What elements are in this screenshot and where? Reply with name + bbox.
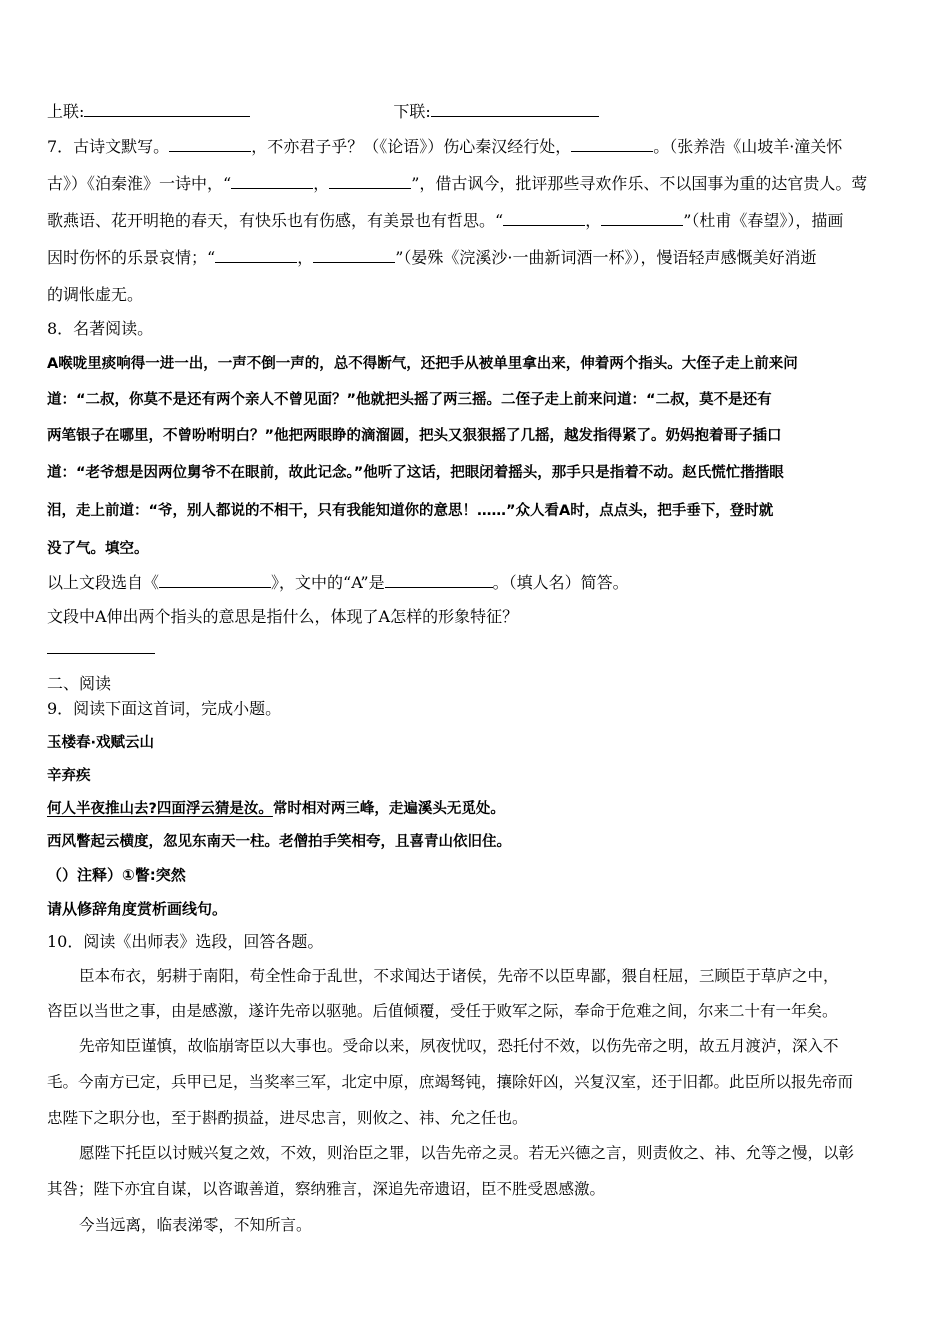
q7-text-6: ”（杜甫《春望》），描画 xyxy=(683,211,844,230)
q7-blank-7[interactable] xyxy=(215,248,297,263)
lower-couplet-label: 下联: xyxy=(393,102,431,121)
q8-passage-line-4: 道：“老爷想是因两位舅爷不在眼前，故此记念。”他听了这话，把眼闭着摇头，那手只是指着不动。赵氏慌忙揩揩眼 xyxy=(47,465,784,481)
q9-poem-line-2: 西风瞥起云横度，忽见东南天一柱。老僧拍手笑相夸，且喜青山依旧住。 xyxy=(47,834,511,850)
q7-text-5: 歌燕语、花开明艳的春天，有快乐也有伤感，有美景也有哲思。“ xyxy=(47,211,504,230)
q7-comma-3: ， xyxy=(297,248,314,267)
q7-line-1 xyxy=(47,136,842,158)
q10-passage-p2-line-2: 毛。今南方已定，兵甲已足，当奖率三军，北定中原，庶竭驽钝，攘除奸凶，兴复汉室，还于旧都。此臣所以报先帝而 xyxy=(47,1073,854,1091)
q10-passage-p2-line-1: 先帝知臣谨慎，故临崩寄臣以大事也。受命以来，夙夜忧叹，恐托付不效，以伤先帝之明，故五月渡泸，深入不 xyxy=(79,1037,839,1055)
q7-comma-2: ， xyxy=(585,211,602,230)
q8-passage-line-1: A喉咙里痰响得一进一出，一声不倒一声的，总不得断气，还把手从被单里拿出来，伸着两个指头。大侄子走上前来问 xyxy=(47,356,798,372)
q9-author: 辛弃疾 xyxy=(47,768,91,784)
q7-blank-3[interactable] xyxy=(231,174,313,189)
q9-poem-title: 玉楼春·戏赋云山 xyxy=(47,735,155,751)
q7-title: 7．古诗文默写。 xyxy=(47,137,170,156)
q8-name-blank[interactable] xyxy=(385,573,493,588)
q9-poem-line-1 xyxy=(47,798,505,820)
q8-fill-text-2: 》，文中的“A”是 xyxy=(271,573,385,592)
q7-comma-1: ， xyxy=(313,174,330,193)
q7-blank-1[interactable] xyxy=(169,137,251,152)
q9-underlined-line: 何人半夜推山去?四面浮云猜是汝。 xyxy=(47,801,273,817)
q8-passage-line-6: 没了气。填空。 xyxy=(47,541,149,557)
q7-text-2: 。（张养浩《山坡羊·潼关怀 xyxy=(653,137,843,156)
q7-line-5 xyxy=(47,284,143,306)
q8-passage-line-2: 道：“二叔，你莫不是还有两个亲人不曾见面？”他就把头摇了两三摇。二侄子走上前来问道：“二叔，莫不是还有 xyxy=(47,392,772,408)
lower-couplet-blank[interactable] xyxy=(431,102,599,117)
q8-passage-line-5: 泪，走上前道：“爷，别人都说的不相干，只有我能知道你的意思！……”众人看A时，点点头，把手垂下，登时就 xyxy=(47,503,774,519)
q10-passage-p1-line-1: 臣本布衣，躬耕于南阳，苟全性命于乱世，不求闻达于诸侯，先帝不以臣卑鄙，猥自枉屈，三顾臣于草庐之中， xyxy=(79,967,839,985)
q8-fill-text-1: 以上文段选自《 xyxy=(47,573,160,592)
upper-couplet-blank[interactable] xyxy=(84,102,250,117)
q8-fill-text-3: 。（填人名）简答。 xyxy=(492,573,629,592)
q9-question: 请从修辞角度赏析画线句。 xyxy=(47,900,228,918)
q7-blank-8[interactable] xyxy=(313,248,395,263)
q10-passage-p2-line-3: 忠陛下之职分也，至于斟酌损益，进尽忠言，则攸之、祎、允之任也。 xyxy=(47,1109,528,1127)
q10-title: 10．阅读《出师表》选段，回答各题。 xyxy=(47,932,324,951)
q7-blank-4[interactable] xyxy=(329,174,411,189)
q8-question: 文段中A伸出两个指头的意思是指什么，体现了A怎样的形象特征？ xyxy=(47,607,519,626)
q9-note: （）注释）①瞥:突然 xyxy=(47,866,186,884)
couplet-answer-line xyxy=(47,101,599,123)
q10-passage-p3-line-1: 愿陛下托臣以讨贼兴复之效，不效，则治臣之罪，以告先帝之灵。若无兴德之言，则责攸之、祎、允等之慢，以彰 xyxy=(79,1144,855,1162)
q8-passage-line-3: 两笔银子在哪里，不曾吩咐明白？”他把两眼睁的滴溜圆，把头又狠狠摇了几摇，越发指得紧了。奶妈抱着哥子插口 xyxy=(47,428,782,444)
q7-line-4 xyxy=(47,247,816,269)
section-2-title: 二、阅读 xyxy=(47,674,112,693)
q7-text-3: 古》）《泊秦淮》一诗中，“ xyxy=(47,174,232,193)
q8-title: 8．名著阅读。 xyxy=(47,319,154,338)
q7-text-1: ，不亦君子乎？（《论语》）伤心秦汉经行处， xyxy=(251,137,572,156)
q7-line-2 xyxy=(47,173,867,195)
q9-title: 9．阅读下面这首词，完成小题。 xyxy=(47,699,282,718)
q7-line-3 xyxy=(47,210,843,232)
q10-passage-p3-line-2: 其咎；陛下亦宜自谋，以咨诹善道，察纳雅言，深追先帝遗诏，臣不胜受恩感激。 xyxy=(47,1180,606,1198)
q8-book-title-blank[interactable] xyxy=(159,573,271,588)
q10-passage-p1-line-2: 咨臣以当世之事，由是感激，遂许先帝以驱驰。后值倾覆，受任于败军之际，奉命于危难之间，尔来二十有一年矣。 xyxy=(47,1002,838,1020)
q7-text-7: 因时伤怀的乐景哀情；“ xyxy=(47,248,216,267)
q7-text-4: ”，借古讽今，批评那些寻欢作乐、不以国事为重的达官贵人。莺 xyxy=(411,174,868,193)
answer-rule[interactable] xyxy=(47,653,155,654)
q7-text-9: 的调怅虚无。 xyxy=(47,285,144,304)
upper-couplet-label: 上联: xyxy=(47,102,85,121)
q10-passage-p4: 今当远离，临表涕零，不知所言。 xyxy=(79,1216,312,1234)
q9-poem-line-1-rest: 常时相对两三峰，走遍溪头无觅处。 xyxy=(272,801,505,817)
q7-blank-2[interactable] xyxy=(571,137,653,152)
q8-fill-line xyxy=(47,572,629,594)
q7-blank-6[interactable] xyxy=(601,211,683,226)
q7-text-8: ”（晏殊《浣溪沙·一曲新词酒一杯》），慢语轻声感慨美好消逝 xyxy=(395,248,817,267)
q7-blank-5[interactable] xyxy=(503,211,585,226)
